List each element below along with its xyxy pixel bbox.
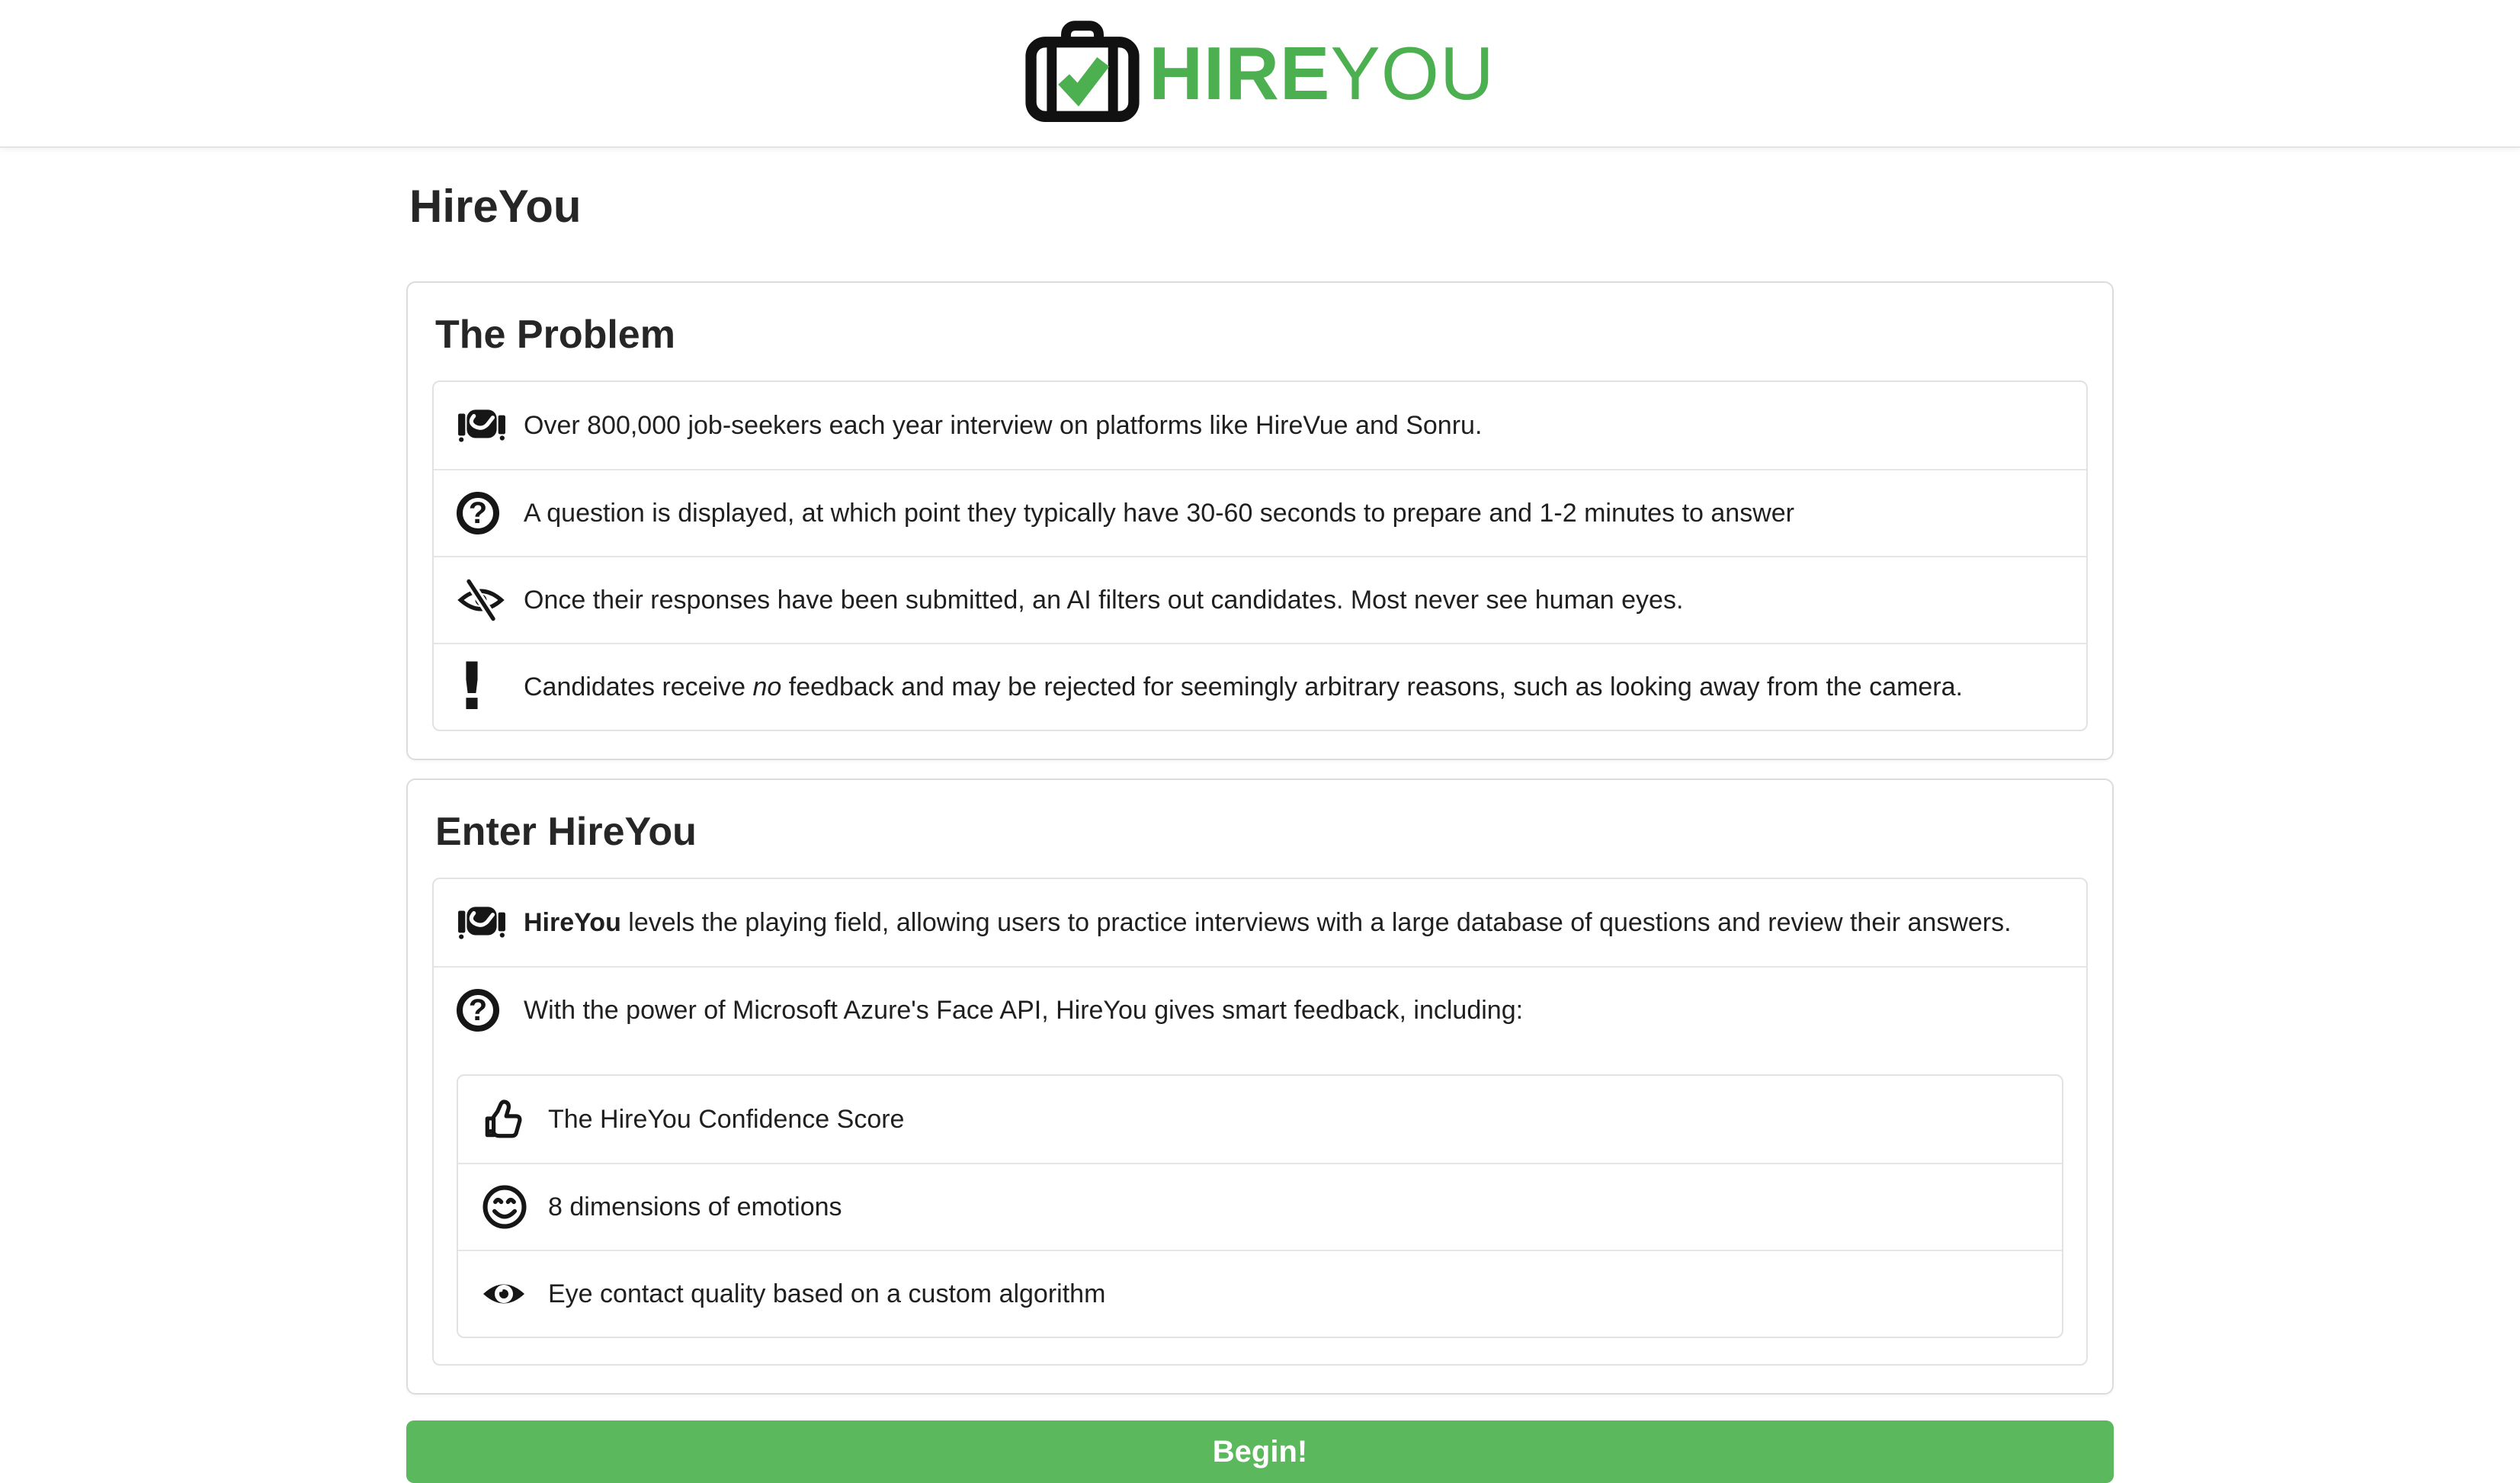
problem-item-platforms: [434, 382, 2086, 469]
exclamation-icon: !: [457, 648, 487, 725]
enter-list: [432, 878, 2088, 1366]
problem-item-question-timing: [434, 469, 2086, 556]
problem-item-text: Over 800,000 job-seekers each year interview on platforms like HireVue and Sonru.: [524, 410, 1483, 440]
feature-item-emotions: [458, 1163, 2062, 1250]
enter-card: [406, 778, 2114, 1395]
main-content: [406, 180, 2114, 1483]
brand-name: [1149, 31, 1495, 115]
brand-name-light: YOU: [1330, 31, 1495, 115]
begin-button[interactable]: Begin!: [406, 1420, 2114, 1483]
question-circle-icon: ?: [457, 989, 513, 1032]
problem-item-text: Once their responses have been submitted, an AI filters out candidates. Most never see human eyes.: [524, 585, 1684, 615]
feature-item-text: 8 dimensions of emotions: [548, 1192, 842, 1221]
enter-item-text: With the power of Microsoft Azure's Face API, HireYou gives smart feedback, including:: [524, 995, 1524, 1025]
problem-card: [406, 281, 2114, 760]
feature-item-text: Eye contact quality based on a custom algorithm: [548, 1279, 1106, 1308]
page-title: HireYou: [409, 181, 582, 232]
feedback-feature-list: [457, 1074, 2063, 1338]
handshake-icon: [457, 403, 513, 448]
brand-name-bold: HIRE: [1149, 31, 1331, 115]
question-circle-icon: ?: [457, 492, 513, 534]
enter-item-levels-field: [434, 879, 2086, 966]
feature-item-eye-contact: [458, 1250, 2062, 1337]
enter-item-azure-feedback: [434, 966, 2086, 1053]
thumbs-up-icon: [481, 1097, 537, 1141]
problem-item-text: A question is displayed, at which point they typically have 30-60 seconds to prepare and 1-2 minutes to answer: [524, 498, 1794, 528]
problem-item-text: Candidates receive no feedback and may be rejected for seemingly arbitrary reasons, such as looking away from the camera.: [524, 672, 1963, 701]
feature-item-confidence-score: [458, 1076, 2062, 1163]
site-header: [0, 0, 2520, 148]
briefcase-check-icon: [1025, 21, 1140, 126]
eye-icon: [481, 1274, 537, 1314]
problem-card-heading: The Problem: [435, 313, 675, 357]
enter-item-text: HireYou levels the playing field, allowing users to practice interviews with a large database of questions and review their answers.: [524, 907, 2012, 937]
handshake-icon: [457, 900, 513, 945]
feature-item-text: The HireYou Confidence Score: [548, 1104, 905, 1134]
enter-card-heading: Enter HireYou: [435, 810, 697, 854]
brand-logo[interactable]: [1025, 21, 1495, 126]
problem-list: [432, 380, 2088, 731]
problem-item-ai-filter: [434, 556, 2086, 643]
problem-item-no-feedback: [434, 643, 2086, 730]
smile-icon: [481, 1183, 537, 1231]
eye-slash-icon: [457, 579, 513, 621]
